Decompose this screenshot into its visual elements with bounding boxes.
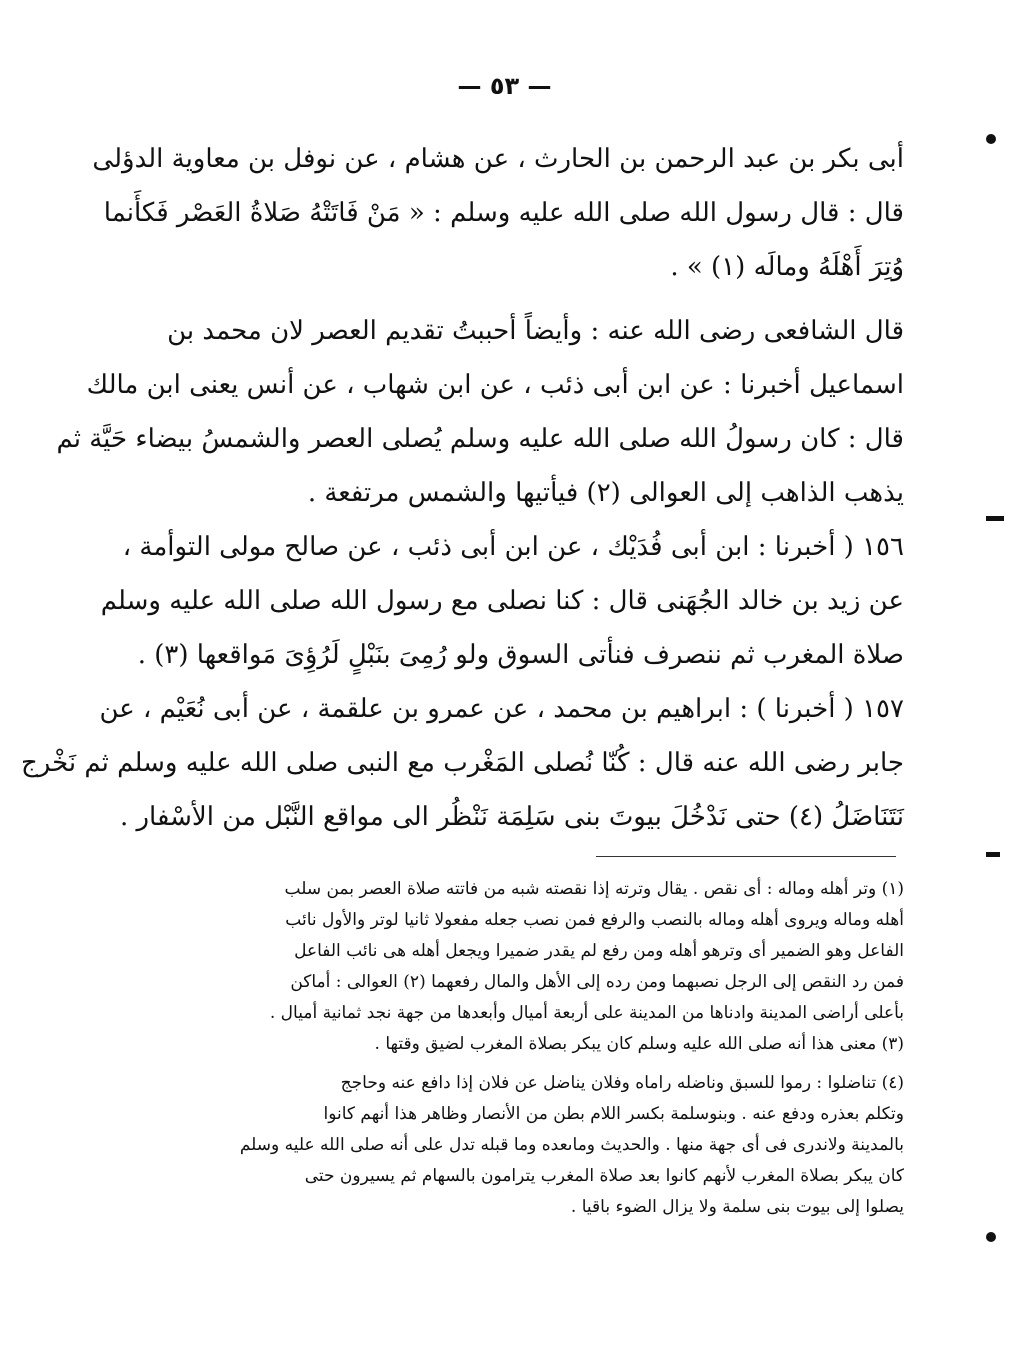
footnote-line: كان يبكر بصلاة المغرب لأنهم كانوا بعد صلاة المغرب يترامون بالسهام ثم يسيرون حتى (304, 1166, 904, 1186)
footnote-line: الفاعل وهو الضمير أى وترهو أهله ومن رفع لم يقدر ضميرا ويجعل أهله هى نائب الفاعل (294, 941, 904, 961)
main-text-line: صلاة المغرب ثم ننصرف فنأتى السوق ولو رُمِىَ بنَبْلٍ لَرُؤِىَ مَواقعها (٣) . (137, 640, 904, 670)
main-text-line: يذهب الذاهب إلى العوالى (٢) فيأتيها والشمس مرتفعة . (307, 478, 904, 508)
footnote-line: أهله وماله ويروى أهله وماله بالنصب والرفع فمن نصب جعله مفعولا ثانيا لوتر والأول نائب (285, 910, 904, 930)
footnote-line: بأعلى أراضى المدينة وادناها من المدينة على أربعة أميال وأبعدها من جهة نجد ثمانية أميال . (269, 1003, 904, 1023)
footnotes (176, 874, 904, 1223)
main-text-line: قال : قال رسول الله صلى الله عليه وسلم : « مَنْ فَاتَتْهُ صَلاةُ العَصْر فَكأَنما (103, 198, 904, 228)
page-number: — ٥٣ — (457, 72, 552, 100)
footnote-line: يصلوا إلى بيوت بنى سلمة ولا يزال الضوء باقيا . (570, 1197, 904, 1217)
main-text-line: ١٥٧ ( أخبرنا ) : ابراهيم بن محمد ، عن عمرو بن علقمة ، عن أبى نُعَيْم ، عن (99, 694, 904, 724)
main-text-line: أبى بكر بن عبد الرحمن بن الحارث ، عن هشام ، عن نوفل بن معاوية الدؤلى (92, 144, 904, 174)
margin-dot-icon (986, 134, 996, 144)
margin-dash-icon (986, 516, 1004, 521)
margin-dot-icon (986, 1232, 996, 1242)
footnote-line: بالمدينة ولاندرى فى أى جهة منها . والحديث وماىعده وما قبله تدل على أنه صلى الله عليه وسلم (239, 1135, 904, 1155)
main-text-line: نَتَنَاضَلُ (٤) حتى نَدْخُلَ بيوتَ بنى سَلِمَة نَنْظُر الى مواقع النَّبْل من الأسْفار . (119, 802, 904, 832)
footnote-gap (176, 1060, 904, 1068)
main-text-line: ١٥٦ ( أخبرنا : ابن أبى فُدَيْك ، عن ابن أبى ذئب ، عن صالح مولى التوأمة ، (122, 532, 904, 562)
footnote-line: (٣) معنى هذا أنه صلى الله عليه وسلم كان يبكر بصلاة المغرب لضيق وقتها . (374, 1034, 904, 1054)
footnote-line: فمن رد النقص إلى الرجل نصبهما ومن رده إلى الأهل والمال رفعهما (٢) العوالى : أماكن (290, 972, 904, 992)
main-text-line: قال الشافعى رضى الله عنه : وأيضاً أحببتُ تقديم العصر لان محمد بن (167, 316, 904, 346)
footnote-line: وتكلم بعذره ودفع عنه . وبنوسلمة بكسر اللام بطن من الأنصار وظاهر هذا أنهم كانوا (323, 1104, 904, 1124)
footnote-separator (596, 856, 896, 857)
main-text-line: جابر رضى الله عنه قال : كُنّا نُصلى المَغْرب مع النبى صلى الله عليه وسلم ثم نَخْرج (20, 748, 904, 778)
footnote-line: (٤) تناضلوا : رموا للسبق وناضله راماه وفلان يناضل عن فلان إذا دافع عنه وحاجج (340, 1073, 904, 1093)
main-text-line: وُتِرَ أَهْلَهُ ومالَه (١) » . (670, 252, 904, 282)
margin-dash-icon (986, 852, 1000, 857)
paragraph-gap (176, 294, 904, 304)
main-text-line: عن زيد بن خالد الجُهَنى قال : كنا نصلى مع رسول الله صلى الله عليه وسلم (100, 586, 904, 616)
main-text (20, 132, 904, 844)
main-text-line: اسماعيل أخبرنا : عن ابن أبى ذئب ، عن ابن شهاب ، عن أنس يعنى ابن مالك (86, 370, 904, 400)
main-text-line: قال : كان رسولُ الله صلى الله عليه وسلم يُصلى العصر والشمسُ بيضاء حَيَّة ثم (56, 424, 904, 454)
footnote-line: (١) وتر أهله وماله : أى نقص . يقال وترته إذا نقصته شبه من فاتته صلاة العصر بمن سلب (284, 879, 904, 899)
